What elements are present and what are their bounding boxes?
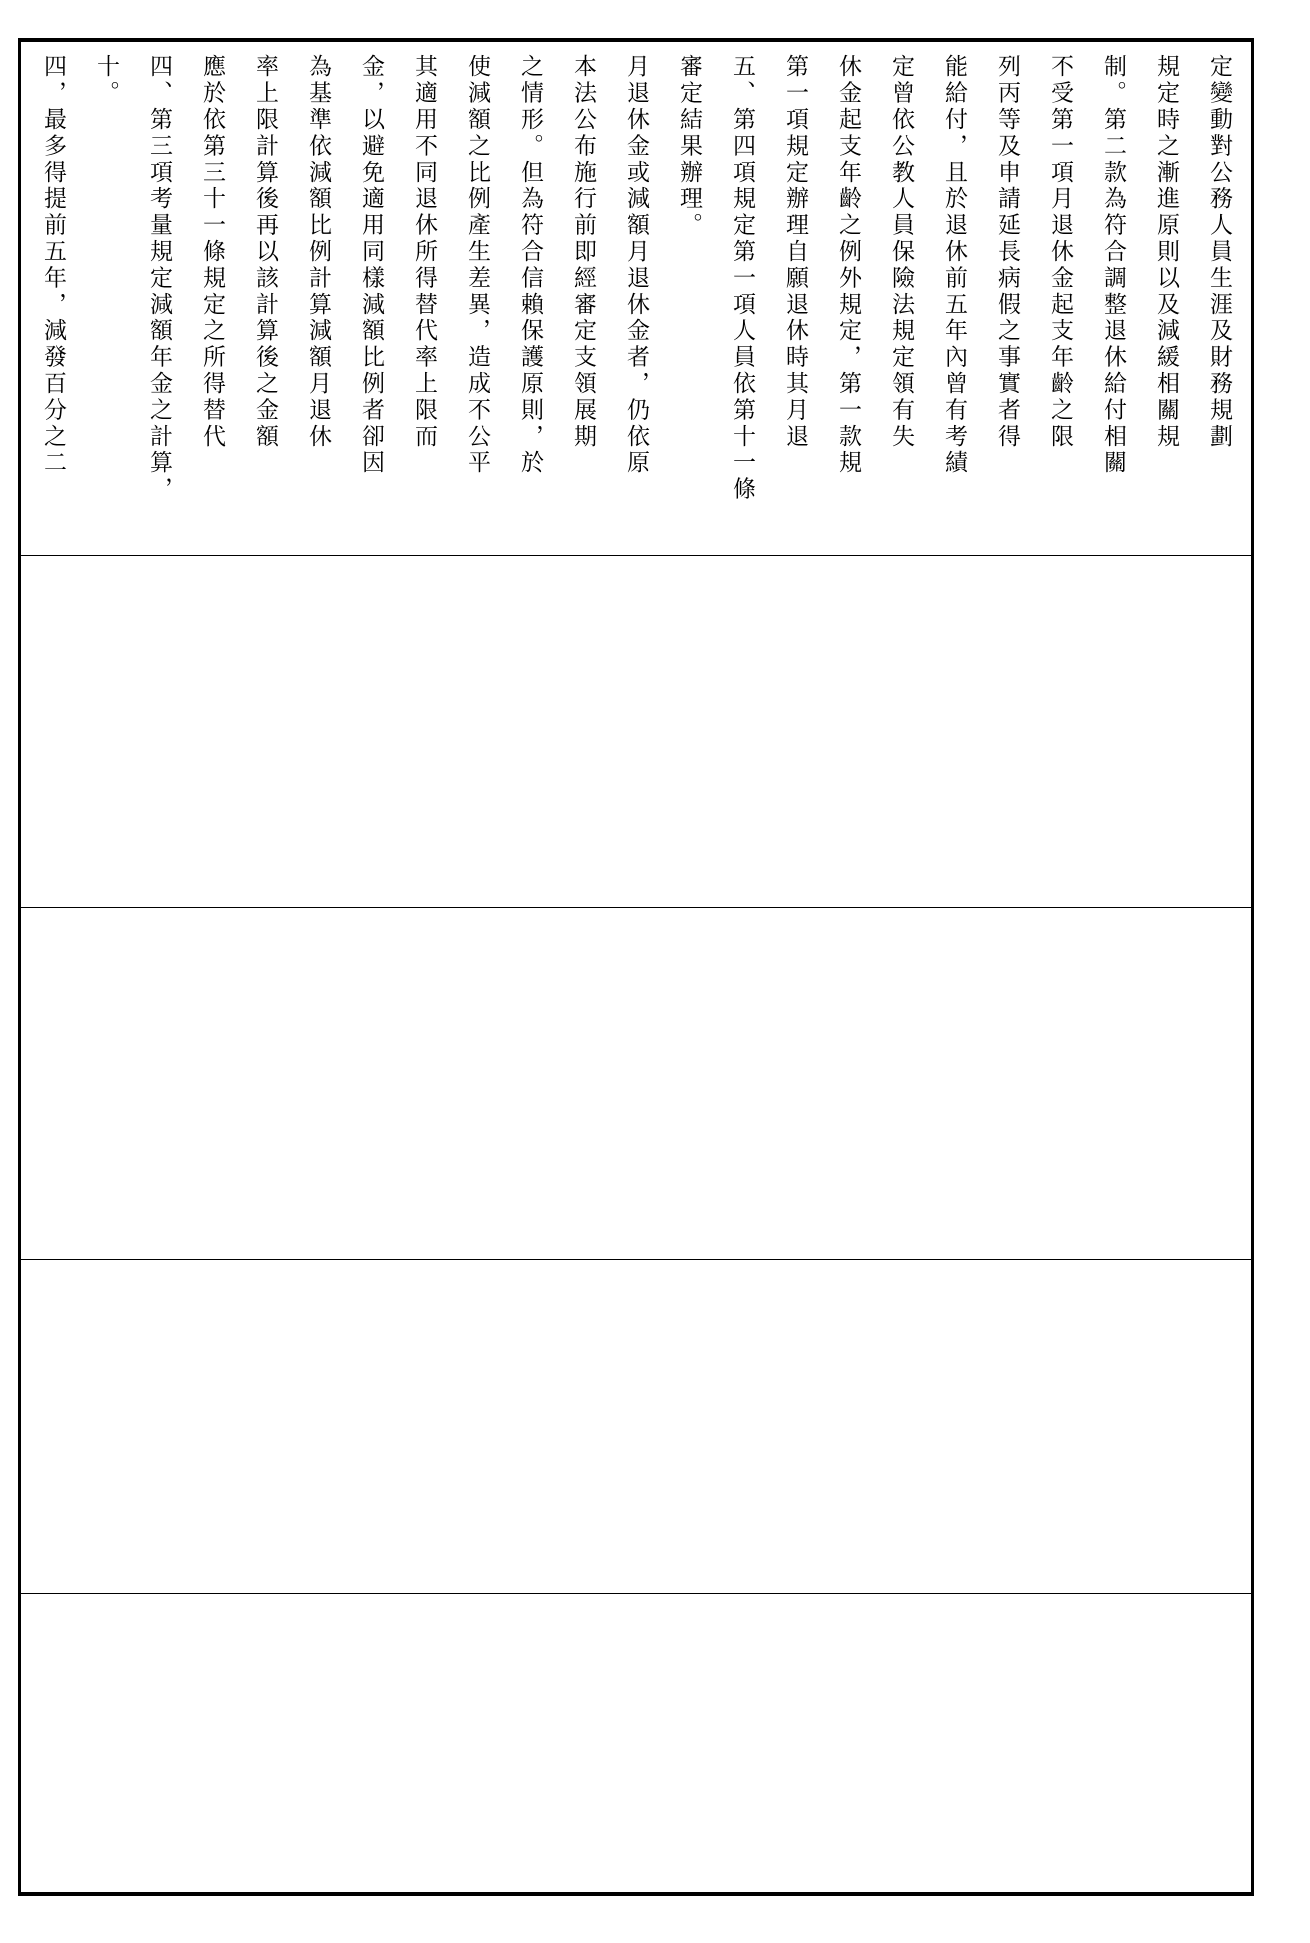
document-table	[18, 38, 1254, 1896]
empty-cell	[21, 1260, 1251, 1592]
text-cell	[21, 42, 1251, 554]
text-column: 不受第一項月退休金起支年齡之限	[1047, 54, 1073, 450]
text-column: 能給付，且於退休前五年內曾有考績	[941, 54, 967, 477]
empty-cell	[21, 556, 1251, 906]
text-column: 月退休金或減額月退休金者，仍依原	[623, 54, 649, 477]
text-column: 四，最多得提前五年，減發百分之二	[40, 54, 66, 477]
text-column: 本法公布施行前即經審定支領展期	[570, 54, 596, 450]
text-column: 第一項規定辦理自願退休時其月退	[782, 54, 808, 450]
table-border-right	[1251, 42, 1254, 1892]
text-column: 使減額之比例產生差異，造成不公平	[464, 54, 490, 477]
text-column: 率上限計算後再以該計算後之金額	[252, 54, 278, 450]
text-column: 休金起支年齡之例外規定，第一款規	[835, 54, 861, 477]
text-column: 審定結果辦理。	[676, 54, 702, 239]
empty-cell	[21, 1594, 1251, 1894]
text-column: 規定時之漸進原則以及減緩相關規	[1153, 54, 1179, 450]
text-column: 金，以避免適用同樣減額比例者卻因	[358, 54, 384, 477]
text-column: 五、第四項規定第一項人員依第十一條	[729, 54, 755, 503]
text-column: 四、第三項考量規定減額年金之計算，	[146, 54, 172, 503]
text-column: 為基準依減額比例計算減額月退休	[305, 54, 331, 450]
text-column: 列丙等及申請延長病假之事實者得	[994, 54, 1020, 450]
text-column: 應於依第三十一條規定之所得替代	[199, 54, 225, 450]
text-column: 制。第二款為符合調整退休給付相關	[1100, 54, 1126, 477]
text-column: 十。	[93, 54, 119, 107]
text-column: 定曾依公教人員保險法規定領有失	[888, 54, 914, 450]
text-column: 之情形。但為符合信賴保護原則，於	[517, 54, 543, 477]
text-column: 其適用不同退休所得替代率上限而	[411, 54, 437, 450]
empty-cell	[21, 908, 1251, 1258]
text-column: 定變動對公務人員生涯及財務規劃	[1206, 54, 1232, 450]
